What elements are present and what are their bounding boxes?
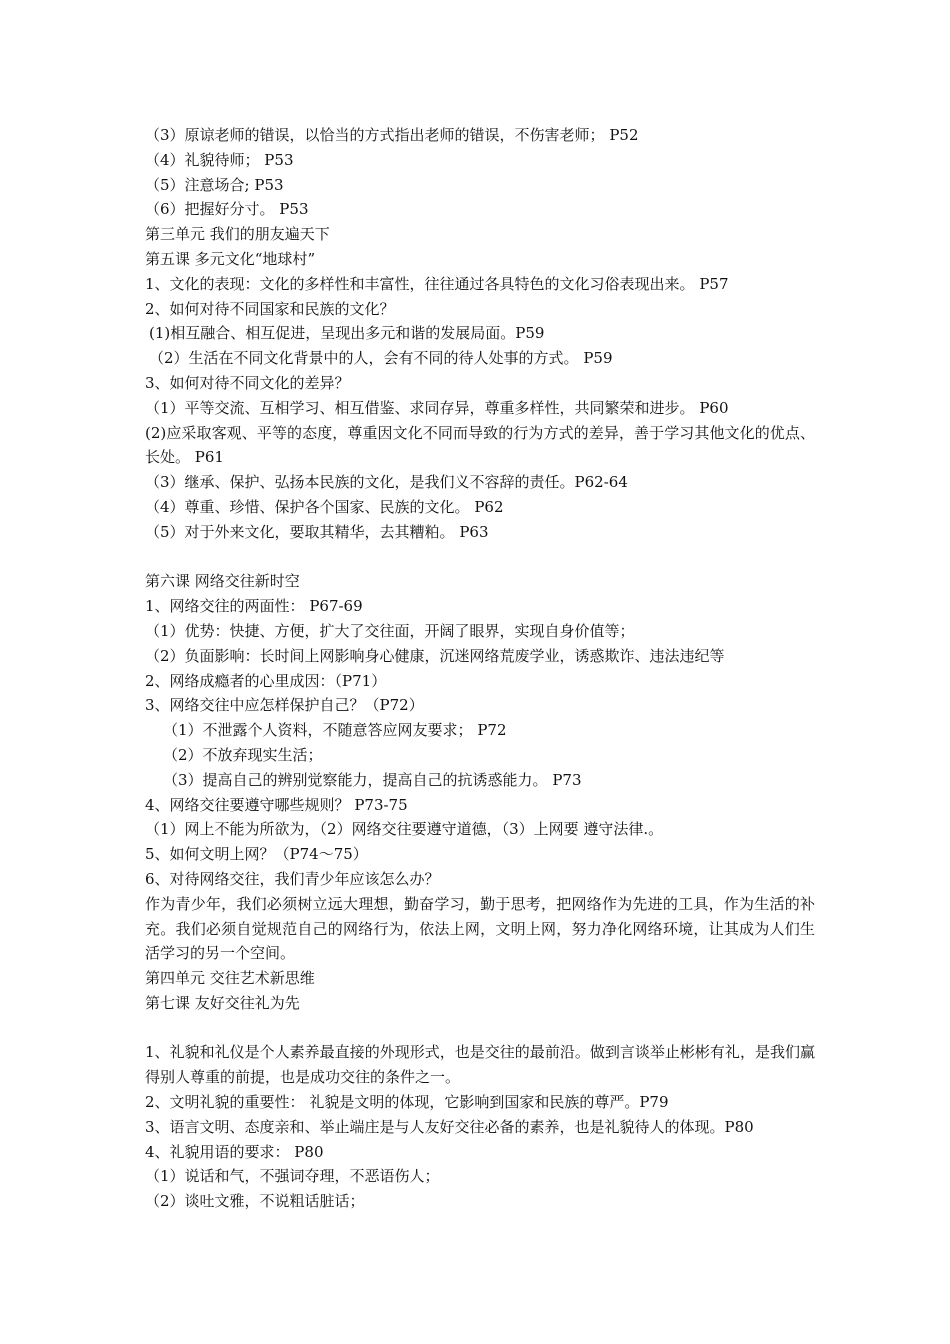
text-line: （4）尊重、珍惜、保护各个国家、民族的文化。 P62 (145, 497, 504, 516)
text-line: 2、如何对待不同国家和民族的文化？ (145, 299, 395, 318)
text-line: 3、如何对待不同文化的差异？ (145, 373, 350, 392)
text-line: 3、网络交往中应怎样保护自己？（P72） (145, 696, 424, 715)
text-paragraph: 作为青少年，我们必须树立远大理想，勤奋学习，勤于思考，把网络作为先进的工具，作为生活的补充。我们必须自觉规范自己的网络行为，依法上网，文明上网，努力净化网络环境，让其成为人们生活学习的另一个空间。 (145, 894, 815, 963)
text-line: 1、文化的表现：文化的多样性和丰富性，往往通过各具特色的文化习俗表现出来。 P57 (145, 274, 729, 293)
blank-line (145, 545, 815, 570)
text-line: （1）不泄露个人资料，不随意答应网友要求； P72 (163, 721, 507, 740)
lesson-heading: 第五课 多元文化“地球村” (145, 249, 316, 268)
lesson-heading: 第六课 网络交往新时空 (145, 572, 300, 591)
text-line: 4、网络交往要遵守哪些规则？ P73-75 (145, 795, 408, 814)
blank-line (145, 1016, 815, 1041)
text-line: （3）原谅老师的错误，以恰当的方式指出老师的错误，不伤害老师； P52 (145, 126, 639, 144)
text-line: 4、礼貌用语的要求： P80 (145, 1142, 324, 1161)
text-line: （3）继承、保护、弘扬本民族的文化，是我们义不容辞的责任。P62-64 (145, 473, 628, 492)
text-paragraph: 1、礼貌和礼仪是个人素养最直接的外现形式，也是交往的最前沿。做到言谈举止彬彬有礼，是我们赢得别人尊重的前提，也是成功交往的条件之一。 (145, 1043, 815, 1087)
text-line: 2、网络成瘾者的心里成因：（P71） (145, 671, 387, 690)
text-line: （4）礼貌待师； P53 (145, 150, 294, 169)
text-line: （1）说话和气，不强词夺理，不恶语伤人； (145, 1167, 440, 1186)
text-line: (1)相互融合、相互促进，呈现出多元和谐的发展局面。P59 (149, 324, 545, 343)
text-line: 2、文明礼貌的重要性： 礼貌是文明的体现，它影响到国家和民族的尊严。P79 (145, 1093, 669, 1112)
text-line: （5）注意场合; P53 (145, 175, 284, 194)
text-line: 6、对待网络交往，我们青少年应该怎么办？ (145, 869, 440, 888)
text-line: （6）把握好分寸。 P53 (145, 200, 309, 219)
text-line: 1、网络交往的两面性： P67-69 (145, 597, 363, 616)
text-line: （1）网上不能为所欲为，（2）网络交往要遵守道德，（3）上网要 遵守法律.。 (145, 820, 664, 839)
text-paragraph: (2)应采取客观、平等的态度，尊重因文化不同而导致的行为方式的差异，善于学习其他文化的优点、长处。 P61 (145, 423, 815, 467)
text-line: （5）对于外来文化，要取其精华，去其糟粕。 P63 (145, 522, 489, 541)
text-line: （3）提高自己的辨别觉察能力，提高自己的抗诱惑能力。 P73 (163, 770, 582, 789)
text-line: （2）不放弃现实生活； (163, 745, 323, 764)
unit-heading: 第四单元 交往艺术新思维 (145, 969, 315, 988)
text-line: 5、如何文明上网？（P74～75） (145, 845, 368, 864)
unit-heading: 第三单元 我们的朋友遍天下 (145, 225, 330, 244)
text-line: 3、语言文明、态度亲和、举止端庄是与人友好交往必备的素养，也是礼貌待人的体现。P80 (145, 1117, 754, 1136)
text-line: （2）谈吐文雅，不说粗话脏话； (145, 1192, 365, 1211)
text-line: （1）平等交流、互相学习、相互借鉴、求同存异，尊重多样性，共同繁荣和进步。 P60 (145, 398, 729, 417)
text-line: （2）负面影响：长时间上网影响身心健康，沉迷网络荒废学业，诱惑欺诈、违法违纪等 (145, 646, 725, 665)
text-line: （1）优势：快捷、方便，扩大了交往面，开阔了眼界，实现自身价值等； (145, 621, 635, 640)
text-line: （2）生活在不同文化背景中的人，会有不同的待人处事的方式。 P59 (149, 349, 613, 368)
document-body (145, 123, 815, 1214)
lesson-heading: 第七课 友好交往礼为先 (145, 993, 300, 1012)
